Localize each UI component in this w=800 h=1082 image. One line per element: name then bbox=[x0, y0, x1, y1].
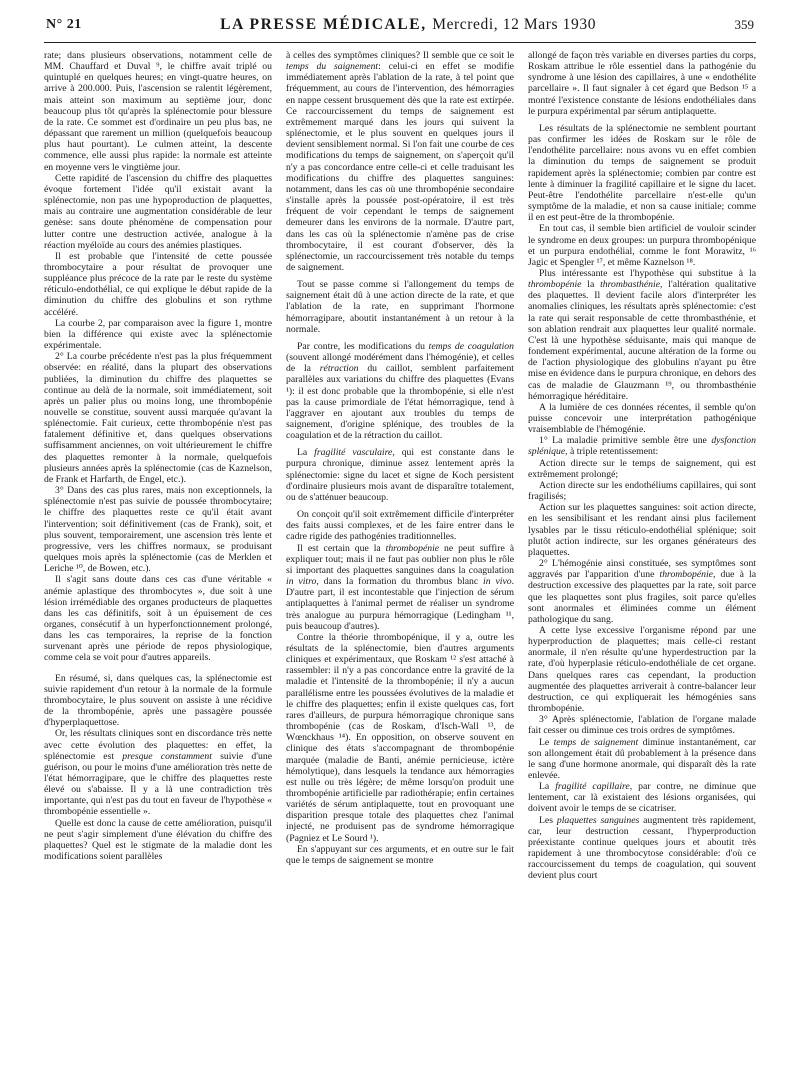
paragraph: La fragilité vasculaire, qui est constante dans le purpura chronique, diminue assez lentement après la splénectomie: signe du lacet et signe de Koch persistent d'ordinaire plusieurs mois avant de disparaître totalement, ou de s'atténuer beaucoup. bbox=[286, 447, 514, 503]
paragraph: rate; dans plusieurs observations, notamment celle de MM. Chauffard et Duval ⁹, le chiffre avait triplé ou quintuplé en quelques heures; en vingt-quatre heures, on arrive à 200.000. Puis, l'ascension se ralentit légèrement, mais atteint son maximum au septième jour, donc beaucoup plus tôt qu'après la splénectomie pour blessure de la rate. Ce sommet est d'ordinaire un peu plus bas, ne dépassant que rarement un million (quelquefois beaucoup plus haut pourtant). Le culmen atteint, la descente commence, elle aussi plus rapide: la normale est atteinte en moyenne vers le vingtième jour. bbox=[44, 50, 272, 173]
paragraph: 2° La courbe précédente n'est pas la plus fréquemment observée: en réalité, dans la plupart des observations publiées, la diminution du chiffre des plaquettes se continue au delà de la normale, soit immédiatement, soit après un palier plus ou moins long, une thrombopénie nouvelle se constitue, souvent aussi marquée qu'avant la splénectomie. Fait curieux, cette thrombopénie n'est pas fatalement définitive et, dans quelques observations suffisamment anciennes, on voit ultérieurement le chiffre des plaquettes remonter à la normale, quelquefois plusieurs années après la splénectomie (cas de Kaznelson, de Frank et Harfarth, de Engel, etc.). bbox=[44, 351, 272, 485]
paragraph: Les plaquettes sanguines augmentent très rapidement, car, leur destruction cessant, l'hyperproduction préexistante continue quelques jours et aboutit très rapidement à une thrombocytose considérable: d'où ce raccourcissement du temps de coagulation, qui souvent devient plus court bbox=[528, 814, 756, 882]
paragraph: A la lumière de ces données récentes, il semble qu'on puisse concevoir une interprétation pathogénique vraisemblable de l'hémogénie. bbox=[528, 401, 756, 436]
running-header bbox=[46, 12, 754, 38]
paragraph: En résumé, si, dans quelques cas, la splénectomie est suivie rapidement d'un retour à la normale de la formule thrombocytaire, le plus souvent on assiste à une récidive de la thrombopénie, après une passagère poussée d'hyperplaquettose. bbox=[44, 672, 272, 729]
paragraph: On conçoit qu'il soit extrêmement difficile d'interpréter des faits aussi complexes, et de les faire entrer dans le cadre rigide des pathogénies traditionnelles. bbox=[286, 509, 514, 543]
paragraph: Par contre, les modifications du temps de coagulation (souvent allongé modérément dans l'hémogénie), et celles de la rétraction du caillot, semblent parfaitement parallèles aux variations du chiffre des plaquettes (Evans ¹): il est donc probable que la thrombopénie, si elle n'est pas la cause primordiale de l'état hémorragique, tend à l'aggraver en ajoutant aux troubles du temps de saignement, d'origine splénique, des troubles de la coagulation et de la rétraction du caillot. bbox=[286, 340, 514, 442]
issue-number: N° 21 bbox=[46, 17, 82, 32]
paragraph: Contre la théorie thrombopénique, il y a, outre les résultats de la splénectomie, bien d'autres arguments cliniques et expérimentaux, que Roskam ¹² s'est attaché à rassembler: il n'y a pas concordance entre la gravité de la maladie et l'intensité de la thrombopénie; il n'y a aucun parallélisme entre les poussées évolutives de la maladie et le chiffre des plaquettes; enfin il existe quelques cas, fort rares d'ailleurs, de purpura hémorragique chronique sans thrombopénie (cas de Roskam, d'Isch-Wall ¹³, de Wœnckhaus ¹⁴). En opposition, on observe souvent en clinique des états s'accompagnant de thrombopénie marquée (maladie de Banti, anémie pernicieuse, ictère hémolytique), dans lesquels la tendance aux hémorragies est nulle ou très légère; de même lorsqu'on produit une thrombopénie artificielle par radiothérapie; enfin certaines variétés de sérum antiplaquette, tout en provoquant une disparition presque totale des plaquettes chez l'animal injecté, ne produisent pas de syndrome hémorragique (Pagniez et Le Sourd ¹). bbox=[286, 631, 514, 844]
text-column-middle bbox=[286, 50, 514, 1075]
paragraph: Or, les résultats cliniques sont en discordance très nette avec cette évolution des plaquettes: en effet, la splénectomie est presque constamment suivie d'une guérison, ou pour le moins d'une amélioration très nette de l'état hémorragipare, que le chiffre des plaquettes reste élevé ou s'abaisse. Il y a là une contradiction très importante, qui n'est pas du tout en faveur de l'hypothèse « thrombopénie essentielle ». bbox=[44, 728, 272, 818]
paragraph: Plus intéressante est l'hypothèse qui substitue à la thrombopénie la thrombasthénie, l'altération qualitative des plaquettes. Il devient facile alors d'interpréter les anomalies cliniques, les résultats après splénectomie: c'est la rate qui serait responsable de cette thrombasthénie, et son ablation rendrait aux plaquettes leur qualité normale. C'est là une hypothèse séduisante, mais qui manque de fondement expérimental, aucune altération de la forme ou de l'action physiologique des globulins n'ayant pu être mise en évidence dans le purpura chronique, en dehors des cas de maladie de Glauzmann ¹⁹, ou thrombasthénie hémorragique héréditaire. bbox=[528, 267, 756, 402]
paragraph: La fragilité capillaire, par contre, ne diminue que lentement, car là existaient des lésions organisées, qui doivent avoir le temps de se cicatriser. bbox=[528, 781, 756, 815]
text-column-right bbox=[528, 50, 756, 1075]
paragraph: Quelle est donc la cause de cette amélioration, puisqu'il ne peut s'agir simplement d'une élévation du chiffre des plaquettes? Quel est le stigmate de la maladie dont les modifications soient parallèles bbox=[44, 817, 272, 863]
paragraph: Les résultats de la splénectomie ne semblent pourtant pas confirmer les idées de Roskam sur le rôle de l'endothélite parcellaire: nous avons vu en effet combien la diminution du temps de saignement se produit rapidement après la splénectomie; combien par contre est lente à diminuer la fragilité capillaire et le signe du lacet. Peut-être l'endothélite parcellaire n'est-elle qu'un symptôme de la maladie, et non sa cause initiale; comme il en est peut-être de la thrombopénie. bbox=[528, 122, 756, 224]
journal-title-line bbox=[220, 16, 596, 34]
text-columns bbox=[44, 50, 756, 1075]
text-column-left bbox=[44, 50, 272, 1075]
paragraph: Le temps de saignement diminue instantanément, car son allongement était dû probablement à la présence dans le sang d'une hormone anormale, qui disparaît dès la rate enlevée. bbox=[528, 736, 756, 781]
paragraph: En tout cas, il semble bien artificiel de vouloir scinder le syndrome en deux groupes: un purpura thrombopénique et un purpura endothélial, comme le font Morawitz, ¹⁶ Jagic et Spengler ¹⁷, et même Kaznelson ¹⁸. bbox=[528, 223, 756, 268]
header-rule bbox=[44, 42, 756, 43]
paragraph: à celles des symptômes cliniques? Il semble que ce soit le temps du saignement: celui-ci en effet se modifie immédiatement après l'ablation de la rate, à tel point que fréquemment, au cours de l'intervention, des hémorragies en nappe cessent brusquement dès que la rate est extirpée. Ce raccourcissement du temps de saignement est extrêmement marqué dans les jours qui suivent la splénectomie, et le plus souvent en quelques jours il devient sensiblement normal. Si l'on fait une courbe de ces modifications du temps de saignement, on s'aperçoit qu'il n'y a pas concordance entre celle-ci et celle traduisant les modifications du chiffre des plaquettes sanguines: notamment, dans les cas où une thrombopénie secondaire s'installe après la poussée post-opératoire, il est très fréquent de voir cependant le temps de saignement demeurer dans les environs de la normale. D'autre part, dans les cas où la splénectomie n'amène pas de crise thrombocytaire, il est courant d'observer, dès la splénectomie, un raccourcissement très notable du temps de saignement. bbox=[286, 50, 514, 273]
paragraph: allongé de façon très variable en diverses parties du corps, Roskam attribue le rôle essentiel dans la pathogénie du syndrome à une lésion des capillaires, à une « endothélite parcellaire ». Il faut signaler à cet égard que Bedson ¹⁵ a montré l'existence constante de lésions endothéliales dans le purpura expérimental par sérum antiplaquette. bbox=[528, 50, 756, 117]
page-number: 359 bbox=[734, 17, 754, 32]
journal-title: LA PRESSE MÉDICALE, bbox=[220, 16, 427, 33]
paragraph: 3° Après splénectomie, l'ablation de l'organe malade fait cesser ou diminue ces trois ordres de symptômes. bbox=[528, 714, 756, 737]
paragraph: Tout se passe comme si l'allongement du temps de saignement était dû à une action directe de la rate, et que l'ablation de la rate, en supprimant l'hormone hémorragipare, aboutit instantanément à un retour à la normale. bbox=[286, 279, 514, 335]
paragraph: Action sur les plaquettes sanguines: soit action directe, en les sensibilisant et les rendant ainsi plus facilement lysables par le tissu réticulo-endothélial splénique; soit plutôt action indirecte, sur les organes générateurs des plaquettes. bbox=[528, 502, 756, 558]
paragraph: Cette rapidité de l'ascension du chiffre des plaquettes évoque fortement l'idée qu'il existait avant la splénectomie, non pas une hypoproduction de plaquettes, mais au contraire une augmentation considérable de leur genèse: sans doute phénomène de compensation pour lutter contre une destruction activée, analogue à la réaction myéloïde au cours des anémies plastiques. bbox=[44, 172, 272, 251]
paragraph: 2° L'hémogénie ainsi constituée, ses symptômes sont aggravés par l'apparition d'une thrombopénie, due à la destruction excessive des plaquettes par la rate, soit parce que les plaquettes sont plus fragiles, soit parce qu'elles sont anormales et éliminées comme un élément pathologique du sang. bbox=[528, 558, 756, 625]
issue-date: Mercredi, 12 Mars 1930 bbox=[432, 16, 597, 33]
paragraph: Il est probable que l'intensité de cette poussée thrombocytaire a pour résultat de provoquer une suppléance plus précoce de la rate par le reste du système réticulo-endothélial, ce qui explique le début rapide de la diminution du chiffre des globulins et son rythme accéléré. bbox=[44, 250, 272, 318]
paragraph: 1° La maladie primitive semble être une dysfonction splénique, à triple retentissement: bbox=[528, 435, 756, 458]
paragraph: Action directe sur le temps de saignement, qui est extrêmement prolongé; bbox=[528, 457, 756, 480]
paragraph: La courbe 2, par comparaison avec la figure 1, montre bien la différence qui existe avec la splénectomie expérimentale. bbox=[44, 317, 272, 352]
paragraph: Action directe sur les endothéliums capillaires, qui sont fragilisés; bbox=[528, 479, 756, 503]
paragraph: 3° Dans des cas plus rares, mais non exceptionnels, la splénectomie n'est pas suivie de poussée thrombocytaire; le chiffre des plaquettes reste ce qu'il était avant l'intervention; soit définitivement (cas de Frank), soit, et plus souvent, temporairement, une ascension très lente et progressive, vers les chiffres normaux, se produisant quelques mois après la splénectomie (cas de Merklen et Leriche ¹⁰, de Bowen, etc.). bbox=[44, 485, 272, 575]
paragraph: Il s'agit sans doute dans ces cas d'une véritable « anémie aplastique des thrombocytes », due soit à une lésion irrémédiable des organes producteurs de plaquettes dans les cas définitifs, soit à un épuisement de ces organes, consécutif à un hyperfonctionnement prolongé, dans les cas temporaires, la reprise de la fonction survenant après une période de repos physiologique, comme cela se voit pour d'autres appareils. bbox=[44, 574, 272, 664]
paragraph: Il est certain que la thrombopénie ne peut suffire à expliquer tout; mais il ne faut pas oublier non plus le rôle si important des plaquettes sanguines dans la coagulation in vitro, dans la formation du thrombus blanc in vivo. D'autre part, il est incontestable que l'injection de sérum antiplaquettes à l'animal permet de réaliser un syndrome très analogue au purpura hémorragique (Ledingham ¹¹, puis beaucoup d'autres). bbox=[286, 542, 514, 632]
paragraph: En s'appuyant sur ces arguments, et en outre sur le fait que le temps de saignement se montre bbox=[286, 843, 514, 866]
paragraph: A cette lyse excessive l'organisme répond par une hyperproduction de plaquettes; mais celle-ci restant anormale, il n'en résulte qu'une hyperdestruction par la rate, d'où hyperplasie réticulo-endothéliale de cet organe. Dans quelques rares cas cependant, la production augmentée des plaquettes arriverait à contre-balancer leur destruction, ce qui expliquerait les hémogénies sans thrombopénie. bbox=[528, 624, 756, 715]
